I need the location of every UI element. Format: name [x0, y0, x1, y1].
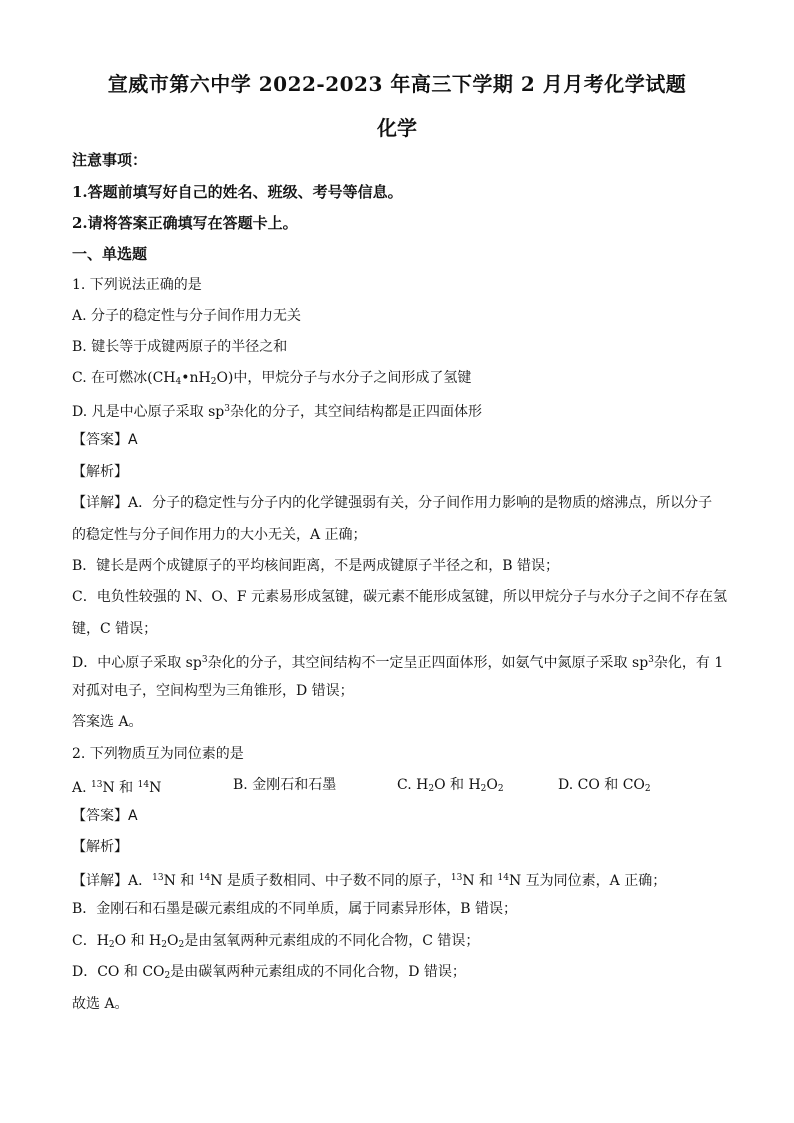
- q1-stem: 1. 下列说法正确的是: [72, 277, 202, 293]
- q1-detail-d-line2: 对孤对电子，空间构型为三角锥形，D 错误；: [72, 683, 354, 699]
- q2-option-a: A. $^{13}$N 和 $^{14}$N: [72, 780, 162, 796]
- q2-detail-b: B．金刚石和石墨是碳元素组成的不同单质，属于同素异形体，B 错误；: [72, 901, 518, 917]
- q1-option-d: D. 凡是中心原子采取 $sp^3$杂化的分子，其空间结构都是正四面体形: [72, 404, 482, 420]
- q1-detail-a-line2: 的稳定性与分子间作用力的大小无关，A 正确；: [72, 527, 367, 543]
- q2-detail-c: C．$H_2O$ 和 $H_2O_2$是由氢氧两种元素组成的不同化合物，C 错误；: [72, 933, 480, 950]
- q2-option-b: B. 金刚石和石墨: [233, 777, 337, 793]
- q1-analysis-label: 【解析】: [72, 464, 128, 480]
- q1-conclusion: 答案选 A。: [72, 714, 143, 730]
- q1-option-b: B. 键长等于成键两原子的半径之和: [72, 339, 288, 355]
- q2-detail-a: 【详解】A．$^{13}$N 和 $^{14}$N 是质子数相同、中子数不同的原子，$^{13}$N 和 $^{14}$N 互为同位素，A 正确；: [72, 873, 667, 889]
- notice-heading: 注意事项：: [72, 151, 148, 169]
- q1-answer: 【答案】A: [72, 432, 138, 448]
- q2-stem: 2. 下列物质互为同位素的是: [72, 746, 244, 762]
- notice-item-1: 1.答题前填写好自己的姓名、班级、考号等信息。: [72, 183, 403, 201]
- q1-detail-d-line1: D．中心原子采取 $sp^3$杂化的分子，其空间结构不一定呈正四面体形，如氨气中氮原子采取 $sp^3$杂化，有 1: [72, 655, 724, 671]
- q2-option-c: C. $H_2O$ 和 $H_2O_2$: [397, 777, 504, 794]
- q2-conclusion: 故选 A。: [72, 996, 129, 1012]
- subject-title: 化学: [377, 116, 417, 140]
- q2-answer: 【答案】A: [72, 808, 138, 824]
- page-title: 宣威市第六中学 2022-2023 年高三下学期 2 月月考化学试题: [107, 72, 687, 96]
- q2-analysis-label: 【解析】: [72, 839, 128, 855]
- section-title: 一、单选题: [72, 245, 148, 263]
- q1-option-a: A. 分子的稳定性与分子间作用力无关: [72, 308, 302, 324]
- q1-detail-c-line2: 键，C 错误；: [72, 621, 158, 637]
- q1-option-c: C. 在可燃冰$(CH_4•nH_2O)$中，甲烷分子与水分子之间形成了氢键: [72, 370, 472, 387]
- q2-option-d: D. CO 和 $CO_2$: [558, 777, 651, 794]
- q1-detail-c-line1: C．电负性较强的 N、O、F 元素易形成氢键，碳元素不能形成氢键，所以甲烷分子与水分子之间不存在氢: [72, 589, 728, 605]
- q1-detail-a-line1: 【详解】A．分子的稳定性与分子内的化学键强弱有关，分子间作用力影响的是物质的熔沸点，所以分子: [72, 495, 713, 511]
- notice-item-2: 2.请将答案正确填写在答题卡上。: [72, 214, 298, 232]
- q1-detail-b: B．键长是两个成键原子的平均核间距离，不是两成键原子半径之和，B 错误；: [72, 558, 560, 574]
- q2-detail-d: D．CO 和 $CO_2$是由碳氧两种元素组成的不同化合物，D 错误；: [72, 964, 466, 981]
